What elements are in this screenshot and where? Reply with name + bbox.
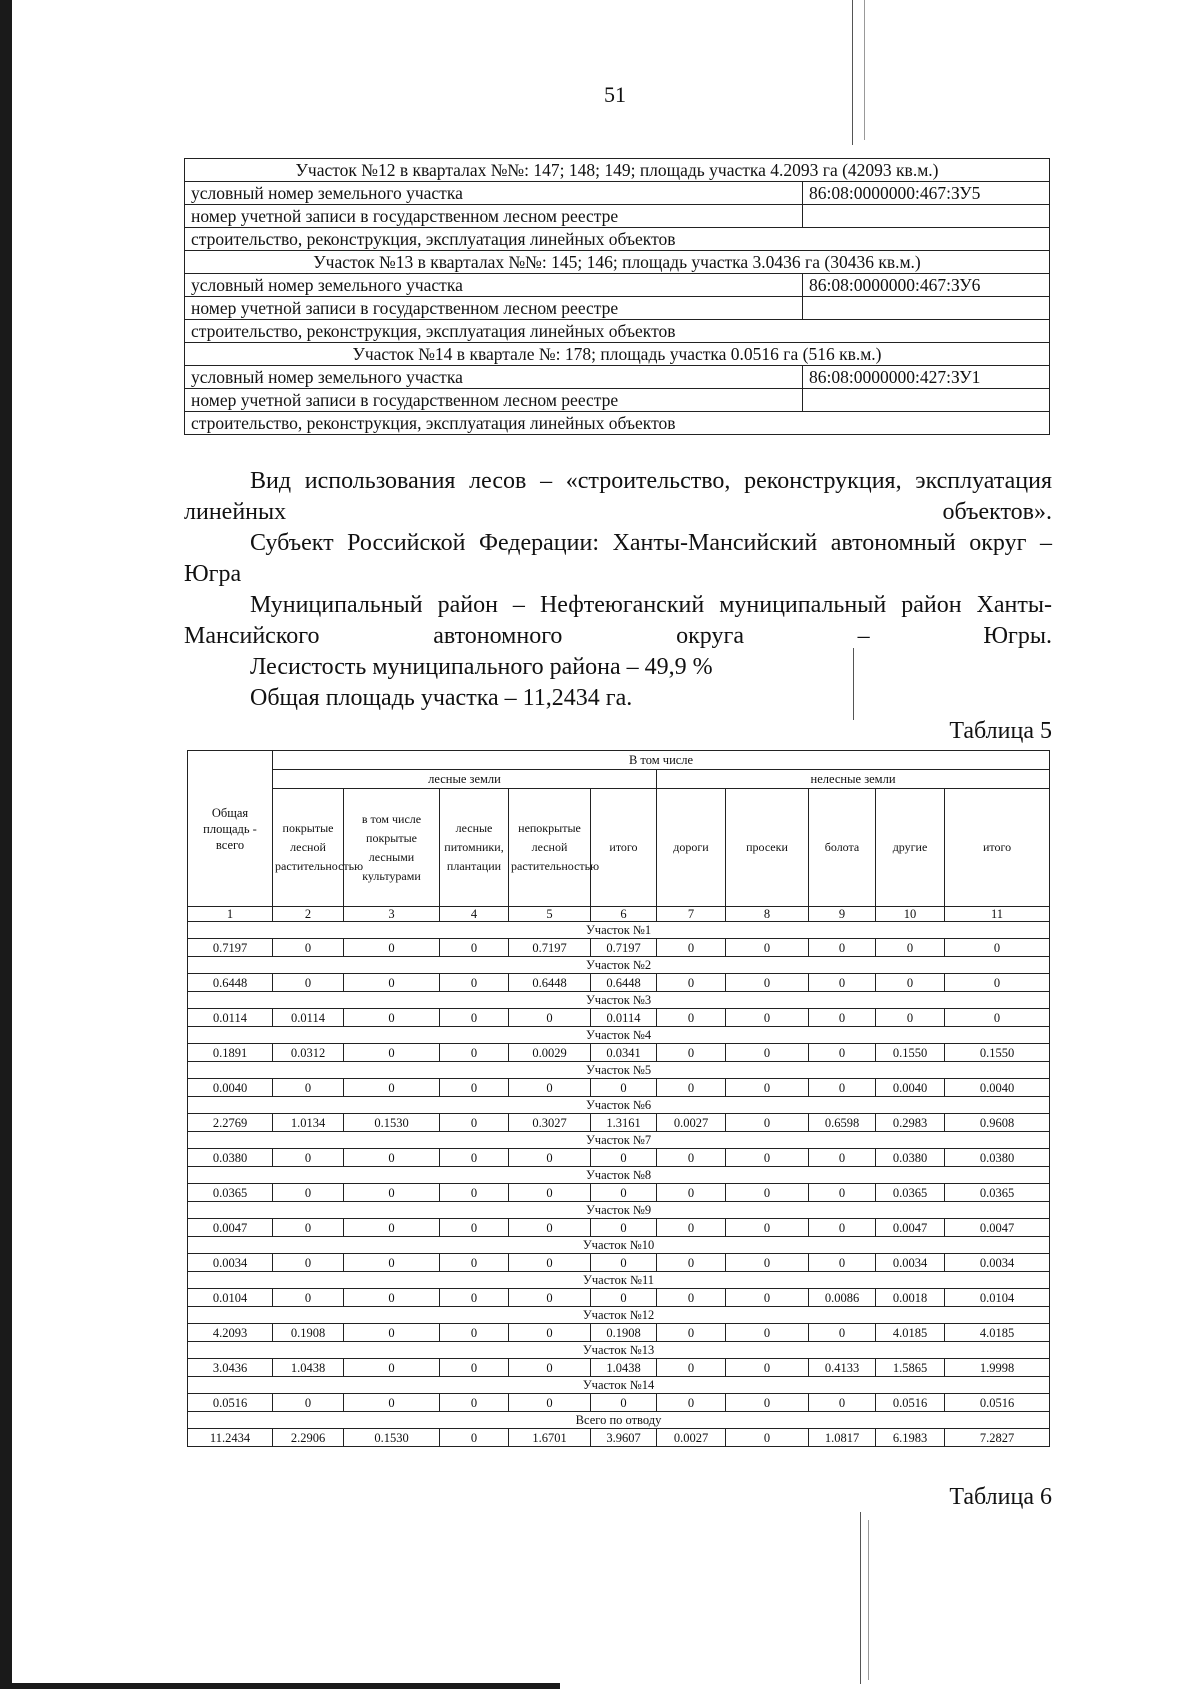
table-cell: 0.0516 (945, 1394, 1050, 1412)
table-cell: 0 (440, 974, 509, 992)
table-cell: 0 (726, 1044, 809, 1062)
table-cell: 0.0034 (876, 1254, 945, 1272)
plot-row-label: условный номер земельного участка (185, 182, 803, 205)
table-cell: 0 (809, 939, 876, 957)
section-row (188, 922, 1050, 939)
table-cell: 0 (657, 974, 726, 992)
plot-heading: Участок №12 в кварталах №№: 147; 148; 149; площадь участка 4.2093 га (42093 кв.м.) (185, 159, 1050, 182)
section-title: Участок №2 (188, 957, 1050, 974)
section-row (188, 1132, 1050, 1149)
plot-row-label: условный номер земельного участка (185, 366, 803, 389)
column-header: итого (591, 789, 657, 907)
column-header: болота (809, 789, 876, 907)
table-cell: 0.0380 (876, 1149, 945, 1167)
table-cell: 2.2906 (273, 1429, 344, 1447)
section-row (188, 1062, 1050, 1079)
plot-row-label: условный номер земельного участка (185, 274, 803, 297)
section-title: Участок №8 (188, 1167, 1050, 1184)
column-header: лесные питомники, плантации (440, 789, 509, 907)
plot-heading: Участок №14 в квартале №: 178; площадь участка 0.0516 га (516 кв.м.) (185, 343, 1050, 366)
section-title: Участок №3 (188, 992, 1050, 1009)
table-row (188, 939, 1050, 957)
table-cell: 0 (509, 1254, 591, 1272)
plot-row (185, 205, 1050, 228)
table-cell: 0 (726, 1114, 809, 1132)
table-cell: 0.0365 (945, 1184, 1050, 1202)
plot-row (185, 389, 1050, 412)
table-cell: 3.9607 (591, 1429, 657, 1447)
table-cell: 0 (809, 1324, 876, 1342)
plot-heading-row (185, 159, 1050, 182)
plot-heading: Участок №13 в кварталах №№: 145; 146; площадь участка 3.0436 га (30436 кв.м.) (185, 251, 1050, 274)
table-cell: 0.6448 (509, 974, 591, 992)
table-cell: 1.0438 (591, 1359, 657, 1377)
table-cell: 0.3027 (509, 1114, 591, 1132)
table-cell: 0 (344, 1044, 440, 1062)
column-number: 3 (344, 907, 440, 922)
table-cell: 0.0040 (876, 1079, 945, 1097)
table-cell: 0 (591, 1079, 657, 1097)
plot-row-value: 86:08:0000000:467:ЗУ5 (803, 182, 1050, 205)
table-cell: 0 (344, 1359, 440, 1377)
plot-row (185, 274, 1050, 297)
table-cell: 0 (726, 1009, 809, 1027)
plot-row-value: 86:08:0000000:427:ЗУ1 (803, 366, 1050, 389)
table-row (188, 1394, 1050, 1412)
table-cell: 0.0516 (876, 1394, 945, 1412)
table-cell: 0 (273, 1184, 344, 1202)
table-cell: 0 (509, 1289, 591, 1307)
table-cell: 0 (809, 1184, 876, 1202)
table-cell: 0 (591, 1254, 657, 1272)
table-cell: 1.3161 (591, 1114, 657, 1132)
table-cell: 0 (344, 1254, 440, 1272)
table-cell: 0 (440, 1114, 509, 1132)
table-cell: 0.0365 (188, 1184, 273, 1202)
paragraph-forest-cover: Лесистость муниципального района – 49,9 % (250, 654, 713, 680)
table-cell: 0.0365 (876, 1184, 945, 1202)
table-cell: 0 (657, 1254, 726, 1272)
header-nonforest-lands: нелесные земли (657, 770, 1050, 789)
table-cell: 0 (440, 1429, 509, 1447)
table-cell: 0 (657, 1044, 726, 1062)
table-5-caption: Таблица 5 (949, 718, 1052, 744)
table-cell: 0 (726, 1149, 809, 1167)
table-cell: 0 (809, 1079, 876, 1097)
table-cell: 0 (726, 939, 809, 957)
table-cell: 3.0436 (188, 1359, 273, 1377)
table-cell: 0 (591, 1289, 657, 1307)
column-number: 11 (945, 907, 1050, 922)
plot-row (185, 228, 1050, 251)
table-cell: 0.0380 (188, 1149, 273, 1167)
table-cell: 0.0040 (945, 1079, 1050, 1097)
table-cell: 0 (726, 1394, 809, 1412)
table-cell: 0 (440, 1079, 509, 1097)
section-row (188, 1027, 1050, 1044)
table-cell: 0.1550 (945, 1044, 1050, 1062)
section-title: Участок №10 (188, 1237, 1050, 1254)
table-cell: 0 (726, 1289, 809, 1307)
table-cell: 0.0027 (657, 1114, 726, 1132)
column-number: 9 (809, 907, 876, 922)
section-row (188, 957, 1050, 974)
table-cell: 0 (344, 1219, 440, 1237)
table-cell: 0 (440, 939, 509, 957)
table-row (188, 1254, 1050, 1272)
table-cell: 1.0438 (273, 1359, 344, 1377)
table-cell: 0.7197 (509, 939, 591, 957)
scan-artifact-line (868, 1520, 869, 1680)
table-cell: 0.1908 (591, 1324, 657, 1342)
plot-row-value (803, 205, 1050, 228)
table-cell: 0.9608 (945, 1114, 1050, 1132)
table-cell: 0 (876, 939, 945, 957)
scan-artifact-line (860, 1512, 861, 1684)
plot-row-value (803, 297, 1050, 320)
section-row (188, 1237, 1050, 1254)
table-cell: 0 (809, 1149, 876, 1167)
table-cell: 0 (591, 1184, 657, 1202)
header-forest-lands: лесные земли (273, 770, 657, 789)
table-cell: 0 (509, 1009, 591, 1027)
table-cell: 0 (726, 1079, 809, 1097)
table-cell: 0 (726, 974, 809, 992)
table-cell: 0 (344, 1009, 440, 1027)
table-cell: 0.0047 (945, 1219, 1050, 1237)
table-cell: 0 (945, 974, 1050, 992)
section-title: Участок №11 (188, 1272, 1050, 1289)
table-cell: 0 (876, 1009, 945, 1027)
table-cell: 0 (440, 1254, 509, 1272)
table-row (188, 1009, 1050, 1027)
table-5 (187, 750, 1050, 1447)
table-cell: 0 (657, 1394, 726, 1412)
section-row (188, 1167, 1050, 1184)
table-cell: 0 (509, 1184, 591, 1202)
paragraph-federation-subject: Субъект Российской Федерации: Ханты-Мансийский автономный округ – Югра (184, 530, 1052, 587)
table-cell: 0 (344, 1149, 440, 1167)
scan-artifact-line (864, 0, 865, 140)
table-cell: 0 (273, 939, 344, 957)
table-cell: 0 (273, 1219, 344, 1237)
table-cell: 0.0104 (945, 1289, 1050, 1307)
section-row (188, 1377, 1050, 1394)
plot-row (185, 366, 1050, 389)
section-title: Участок №7 (188, 1132, 1050, 1149)
table-cell: 0 (344, 974, 440, 992)
column-header: непокрытые лесной растительностью (509, 789, 591, 907)
table-cell: 0.0018 (876, 1289, 945, 1307)
table-cell: 0.7197 (188, 939, 273, 957)
table-cell: 0 (344, 1394, 440, 1412)
table-cell: 0.6448 (188, 974, 273, 992)
table-cell: 0.0047 (188, 1219, 273, 1237)
table-row (188, 1184, 1050, 1202)
section-row (188, 992, 1050, 1009)
table-row (188, 1219, 1050, 1237)
table-row (188, 1359, 1050, 1377)
column-header: итого (945, 789, 1050, 907)
table-cell: 1.0134 (273, 1114, 344, 1132)
table-6-caption: Таблица 6 (949, 1484, 1052, 1510)
table-cell: 4.0185 (876, 1324, 945, 1342)
table-cell: 0.1908 (273, 1324, 344, 1342)
table-row (188, 1114, 1050, 1132)
table-cell: 0 (657, 1219, 726, 1237)
table-cell: 0.1550 (876, 1044, 945, 1062)
table-cell: 0 (509, 1079, 591, 1097)
table-cell: 0 (273, 1289, 344, 1307)
column-header: другие (876, 789, 945, 907)
table-cell: 0 (273, 974, 344, 992)
column-number: 1 (188, 907, 273, 922)
plot-row (185, 320, 1050, 343)
table-row (188, 1149, 1050, 1167)
section-title: Участок №13 (188, 1342, 1050, 1359)
column-number: 4 (440, 907, 509, 922)
table-row (188, 1044, 1050, 1062)
table-cell: 1.0817 (809, 1429, 876, 1447)
table-cell: 0.0516 (188, 1394, 273, 1412)
table-cell: 0.4133 (809, 1359, 876, 1377)
section-title: Всего по отводу (188, 1412, 1050, 1429)
table-cell: 4.0185 (945, 1324, 1050, 1342)
plot-heading-row (185, 251, 1050, 274)
table-cell: 0 (440, 1324, 509, 1342)
column-header: просеки (726, 789, 809, 907)
section-row (188, 1272, 1050, 1289)
table-cell: 0.0040 (188, 1079, 273, 1097)
table-cell: 0.0114 (273, 1009, 344, 1027)
scan-left-edge (0, 0, 12, 1689)
section-title: Участок №5 (188, 1062, 1050, 1079)
section-title: Участок №9 (188, 1202, 1050, 1219)
section-row (188, 1097, 1050, 1114)
plot-row-label: номер учетной записи в государственном лесном реестре (185, 205, 803, 228)
table-cell: 0 (657, 939, 726, 957)
table-cell: 1.6701 (509, 1429, 591, 1447)
table-cell: 0 (273, 1079, 344, 1097)
section-title: Участок №12 (188, 1307, 1050, 1324)
table-cell: 0 (440, 1359, 509, 1377)
table-cell: 0 (657, 1009, 726, 1027)
table-cell: 0 (809, 1219, 876, 1237)
table-cell: 0 (509, 1394, 591, 1412)
table-cell: 0 (809, 1394, 876, 1412)
column-header: покрытые лесной растительностью (273, 789, 344, 907)
section-title: Участок №1 (188, 922, 1050, 939)
table-cell: 0 (726, 1254, 809, 1272)
table-cell: 6.1983 (876, 1429, 945, 1447)
table-cell: 0 (657, 1079, 726, 1097)
table-cell: 0 (591, 1219, 657, 1237)
column-header: дороги (657, 789, 726, 907)
plot-row-label: строительство, реконструкция, эксплуатация линейных объектов (185, 228, 1050, 251)
table-cell: 0 (657, 1149, 726, 1167)
section-title: Участок №6 (188, 1097, 1050, 1114)
table-cell: 0 (657, 1359, 726, 1377)
table-cell: 0 (657, 1289, 726, 1307)
plot-row-label: строительство, реконструкция, эксплуатация линейных объектов (185, 320, 1050, 343)
column-number: 8 (726, 907, 809, 922)
scan-bottom-edge (0, 1683, 560, 1689)
table-cell: 0.0034 (945, 1254, 1050, 1272)
table-cell: 0 (509, 1149, 591, 1167)
table-row (188, 1289, 1050, 1307)
table-cell: 0 (509, 1219, 591, 1237)
table-cell: 0 (945, 939, 1050, 957)
table-cell: 0 (344, 1184, 440, 1202)
table-cell: 0.0047 (876, 1219, 945, 1237)
plot-row-value: 86:08:0000000:467:ЗУ6 (803, 274, 1050, 297)
page-number: 51 (604, 82, 626, 107)
column-number: 6 (591, 907, 657, 922)
table-cell: 0 (726, 1184, 809, 1202)
column-header: в том числе покрытые лесными культурами (344, 789, 440, 907)
section-title: Участок №4 (188, 1027, 1050, 1044)
table-row (188, 1079, 1050, 1097)
table-cell: 0 (876, 974, 945, 992)
table-cell: 0 (344, 1324, 440, 1342)
plot-row (185, 297, 1050, 320)
table-row (188, 1324, 1050, 1342)
table-cell: 0.0312 (273, 1044, 344, 1062)
column-number: 10 (876, 907, 945, 922)
plot-row-label: номер учетной записи в государственном лесном реестре (185, 389, 803, 412)
table-cell: 0.1530 (344, 1114, 440, 1132)
table-cell: 0 (273, 1254, 344, 1272)
plot-row-label: строительство, реконструкция, эксплуатация линейных объектов (185, 412, 1050, 435)
header-including: В том числе (273, 751, 1050, 770)
table-cell: 1.9998 (945, 1359, 1050, 1377)
paragraph-forest-use: Вид использования лесов – «строительство, реконструкция, эксплуатация линейных объектов». (184, 468, 1052, 525)
paragraph-municipal-district: Муниципальный район – Нефтеюганский муниципальный район Ханты-Мансийского автономного округа – Югры. (184, 592, 1052, 649)
table-cell: 7.2827 (945, 1429, 1050, 1447)
table-cell: 0.0114 (188, 1009, 273, 1027)
table-cell: 0 (440, 1149, 509, 1167)
table-cell: 0 (440, 1219, 509, 1237)
paragraph-total-area: Общая площадь участка – 11,2434 га. (250, 685, 633, 711)
plot-row-label: номер учетной записи в государственном лесном реестре (185, 297, 803, 320)
column-number: 2 (273, 907, 344, 922)
column-number: 7 (657, 907, 726, 922)
section-row (188, 1307, 1050, 1324)
table-cell: 0.1891 (188, 1044, 273, 1062)
table-cell: 0 (809, 1254, 876, 1272)
table-cell: 0 (809, 1009, 876, 1027)
plots-table (184, 158, 1050, 435)
table-cell: 0.0034 (188, 1254, 273, 1272)
plot-heading-row (185, 343, 1050, 366)
table-cell: 11.2434 (188, 1429, 273, 1447)
section-row (188, 1202, 1050, 1219)
section-row (188, 1412, 1050, 1429)
table-cell: 0.7197 (591, 939, 657, 957)
table-cell: 0.0029 (509, 1044, 591, 1062)
table-cell: 0 (591, 1394, 657, 1412)
table-cell: 0.0380 (945, 1149, 1050, 1167)
table-cell: 0.2983 (876, 1114, 945, 1132)
table-cell: 0 (726, 1359, 809, 1377)
table-cell: 0 (726, 1219, 809, 1237)
body-text (184, 466, 1052, 714)
table-row (188, 974, 1050, 992)
plot-row (185, 182, 1050, 205)
table-cell: 0 (809, 1044, 876, 1062)
table-row (188, 1429, 1050, 1447)
plot-row-value (803, 389, 1050, 412)
table-cell: 0.6598 (809, 1114, 876, 1132)
table-cell: 0 (440, 1009, 509, 1027)
table-cell: 0 (273, 1149, 344, 1167)
plot-row (185, 412, 1050, 435)
table-cell: 0 (657, 1324, 726, 1342)
table-cell: 0.0086 (809, 1289, 876, 1307)
table-cell: 2.2769 (188, 1114, 273, 1132)
table-cell: 0.0114 (591, 1009, 657, 1027)
section-row (188, 1342, 1050, 1359)
table-cell: 1.5865 (876, 1359, 945, 1377)
table-cell: 0 (344, 1289, 440, 1307)
table-cell: 0.1530 (344, 1429, 440, 1447)
column-number: 5 (509, 907, 591, 922)
table-cell: 0 (273, 1394, 344, 1412)
table-cell: 0 (809, 974, 876, 992)
table-cell: 0 (657, 1184, 726, 1202)
table-cell: 4.2093 (188, 1324, 273, 1342)
header-total-area: Общая площадь - всего (188, 751, 273, 907)
table-cell: 0 (591, 1149, 657, 1167)
table-cell: 0 (344, 939, 440, 957)
table-cell: 0.6448 (591, 974, 657, 992)
table-cell: 0 (344, 1079, 440, 1097)
table-cell: 0 (440, 1044, 509, 1062)
table-cell: 0 (726, 1429, 809, 1447)
table-cell: 0 (726, 1324, 809, 1342)
table-cell: 0.0341 (591, 1044, 657, 1062)
table-cell: 0 (440, 1289, 509, 1307)
table-cell: 0 (509, 1359, 591, 1377)
table-cell: 0 (440, 1394, 509, 1412)
section-title: Участок №14 (188, 1377, 1050, 1394)
table-cell: 0 (509, 1324, 591, 1342)
scan-artifact-line (852, 0, 853, 145)
table-cell: 0.0027 (657, 1429, 726, 1447)
table-cell: 0.0104 (188, 1289, 273, 1307)
table-cell: 0 (440, 1184, 509, 1202)
table-cell: 0 (945, 1009, 1050, 1027)
